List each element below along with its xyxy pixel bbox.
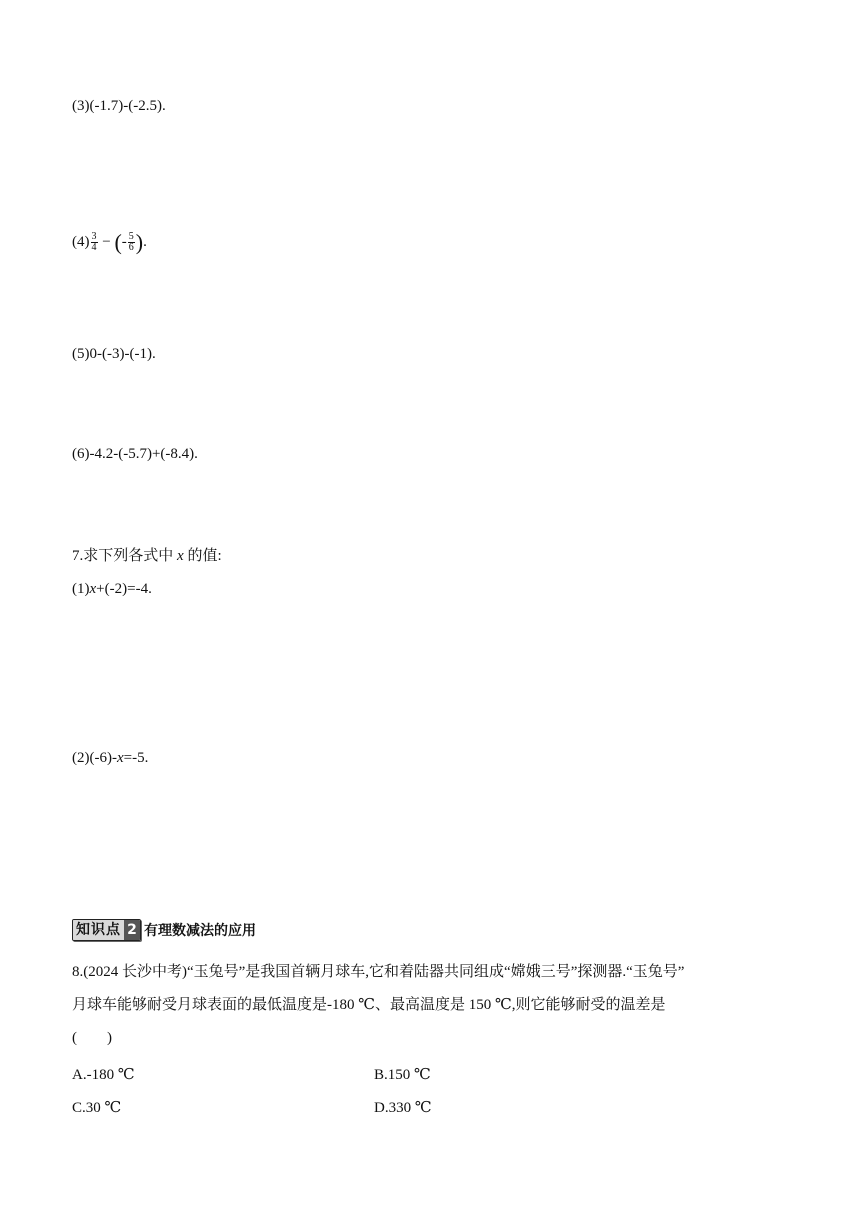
question-7-part-2: (2)(-6)-x=-5. <box>72 750 149 766</box>
left-paren: ( <box>114 229 122 255</box>
option-c: C.30 ℃ <box>72 1100 122 1116</box>
problem-6: (6)-4.2-(-5.7)+(-8.4). <box>72 446 198 462</box>
question-8-line-2: 月球车能够耐受月球表面的最低温度是-180 ℃、最高温度是 150 ℃,则它能够耐受的温差是 <box>72 997 666 1013</box>
fraction-three-quarters: $\frac{3}{4}$ <box>91 231 97 254</box>
section-header <box>72 918 256 942</box>
section-title: 有理数减法的应用 <box>144 923 256 939</box>
problem-5: (5)0-(-3)-(-1). <box>72 346 156 362</box>
right-paren: ) <box>135 229 144 255</box>
question-7-title: 7.求下列各式中 x 的值: <box>72 548 222 564</box>
inner-sign: - <box>121 234 127 250</box>
option-b: B.150 ℃ <box>374 1067 431 1083</box>
problem-4-prefix: (4) <box>72 234 90 250</box>
minus-sign: − <box>102 234 111 250</box>
option-d: D.330 ℃ <box>374 1100 432 1116</box>
question-8-answer-blank: ( ) <box>72 1030 112 1046</box>
badge-label: 知识点 <box>73 920 124 940</box>
question-8-line-1: 8.(2024 长沙中考)“玉兔号”是我国首辆月球车,它和着陆器共同组成“嫦娥三号”探测器.“玉兔号” <box>72 964 685 980</box>
badge-number: 2 <box>124 920 140 940</box>
option-a: A.-180 ℃ <box>72 1067 135 1083</box>
problem-4 <box>72 229 147 255</box>
knowledge-point-badge <box>72 919 141 941</box>
question-7-part-1: (1)x+(-2)=-4. <box>72 581 152 597</box>
problem-3: (3)(-1.7)-(-2.5). <box>72 98 166 114</box>
fraction-five-sixths: $\frac{5}{6}$ <box>128 231 134 254</box>
problem-4-suffix: . <box>143 234 147 250</box>
